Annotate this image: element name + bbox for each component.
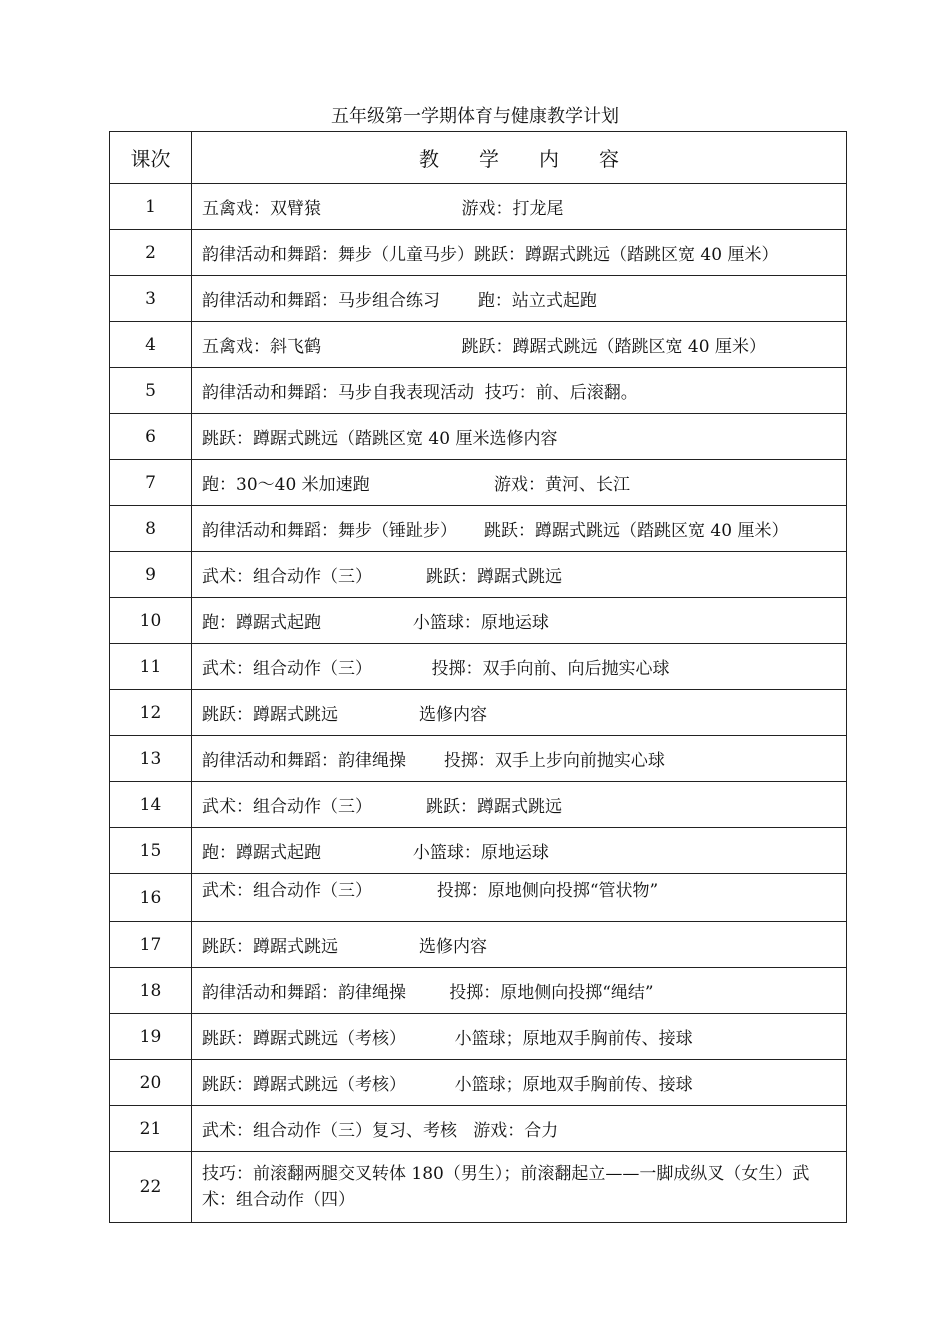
table-row	[110, 322, 847, 368]
lesson-number: 18	[110, 968, 192, 1014]
table-row	[110, 1014, 847, 1060]
table-row	[110, 1152, 847, 1223]
lesson-content: 跳跃：蹲踞式跳远（踏跳区宽 40 厘米选修内容	[192, 414, 847, 460]
lesson-number: 5	[110, 368, 192, 414]
lesson-number: 6	[110, 414, 192, 460]
header-content-char: 教	[419, 147, 439, 171]
table-row	[110, 1106, 847, 1152]
table-row	[110, 230, 847, 276]
lesson-number: 9	[110, 552, 192, 598]
table-row	[110, 414, 847, 460]
lesson-plan-table	[109, 131, 847, 1223]
lesson-content: 跑：蹲踞式起跑 小篮球：原地运球	[192, 598, 847, 644]
header-content-char: 学	[479, 147, 499, 171]
lesson-number: 16	[110, 874, 192, 922]
lesson-content: 韵律活动和舞蹈：舞步（锤趾步） 跳跃：蹲踞式跳远（踏跳区宽 40 厘米）	[192, 506, 847, 552]
lesson-content: 跳跃：蹲踞式跳远 选修内容	[192, 922, 847, 968]
lesson-content: 五禽戏：双臂猿 游戏：打龙尾	[192, 184, 847, 230]
lesson-content: 武术：组合动作（三） 跳跃：蹲踞式跳远	[192, 552, 847, 598]
lesson-number: 13	[110, 736, 192, 782]
lesson-number: 8	[110, 506, 192, 552]
lesson-number: 2	[110, 230, 192, 276]
lesson-content: 技巧：前滚翻两腿交叉转体 180（男生）；前滚翻起立——一脚成纵叉（女生）武术：组合动作（四）	[192, 1152, 847, 1223]
table-row	[110, 368, 847, 414]
lesson-number: 14	[110, 782, 192, 828]
table-row	[110, 922, 847, 968]
lesson-content: 武术：组合动作（三） 投掷：双手向前、向后抛实心球	[192, 644, 847, 690]
lesson-number: 21	[110, 1106, 192, 1152]
lesson-number: 11	[110, 644, 192, 690]
lesson-content: 跳跃：蹲踞式跳远（考核） 小篮球；原地双手胸前传、接球	[192, 1014, 847, 1060]
lesson-content: 武术：组合动作（三） 投掷：原地侧向投掷“管状物”	[192, 874, 847, 922]
table-row	[110, 184, 847, 230]
table-row	[110, 968, 847, 1014]
lesson-number: 17	[110, 922, 192, 968]
lesson-number: 4	[110, 322, 192, 368]
lesson-content: 跳跃：蹲踞式跳远 选修内容	[192, 690, 847, 736]
lesson-number: 19	[110, 1014, 192, 1060]
lesson-number: 7	[110, 460, 192, 506]
table-row	[110, 276, 847, 322]
lesson-number: 15	[110, 828, 192, 874]
table-row	[110, 828, 847, 874]
header-content	[192, 132, 847, 184]
lesson-number: 10	[110, 598, 192, 644]
lesson-content: 武术：组合动作（三） 跳跃：蹲踞式跳远	[192, 782, 847, 828]
lesson-content: 韵律活动和舞蹈：舞步（儿童马步）跳跃：蹲踞式跳远（踏跳区宽 40 厘米）	[192, 230, 847, 276]
lesson-number: 22	[110, 1152, 192, 1223]
lesson-number: 12	[110, 690, 192, 736]
lesson-content: 韵律活动和舞蹈：韵律绳操 投掷：双手上步向前抛实心球	[192, 736, 847, 782]
table-row	[110, 690, 847, 736]
table-row	[110, 598, 847, 644]
table-row	[110, 874, 847, 922]
table-row	[110, 552, 847, 598]
header-content-char: 容	[599, 147, 619, 171]
table-row	[110, 736, 847, 782]
lesson-content: 跳跃：蹲踞式跳远（考核） 小篮球；原地双手胸前传、接球	[192, 1060, 847, 1106]
lesson-content: 韵律活动和舞蹈：马步组合练习 跑：站立式起跑	[192, 276, 847, 322]
lesson-number: 1	[110, 184, 192, 230]
table-row	[110, 1060, 847, 1106]
table-row	[110, 782, 847, 828]
header-lesson: 课次	[110, 132, 192, 184]
lesson-content: 跑：蹲踞式起跑 小篮球：原地运球	[192, 828, 847, 874]
lesson-number: 3	[110, 276, 192, 322]
lesson-content: 跑：30～40 米加速跑 游戏：黄河、长江	[192, 460, 847, 506]
lesson-number: 20	[110, 1060, 192, 1106]
table-row	[110, 506, 847, 552]
page-title: 五年级第一学期体育与健康教学计划	[331, 106, 619, 127]
lesson-content: 武术：组合动作（三）复习、考核 游戏：合力	[192, 1106, 847, 1152]
lesson-content: 五禽戏：斜飞鹤 跳跃：蹲踞式跳远（踏跳区宽 40 厘米）	[192, 322, 847, 368]
table-row	[110, 460, 847, 506]
lesson-content: 韵律活动和舞蹈：马步自我表现活动 技巧：前、后滚翻。	[192, 368, 847, 414]
table-row	[110, 644, 847, 690]
lesson-content: 韵律活动和舞蹈：韵律绳操 投掷：原地侧向投掷“绳结”	[192, 968, 847, 1014]
table-header-row	[110, 132, 847, 184]
header-content-char: 内	[539, 147, 559, 171]
